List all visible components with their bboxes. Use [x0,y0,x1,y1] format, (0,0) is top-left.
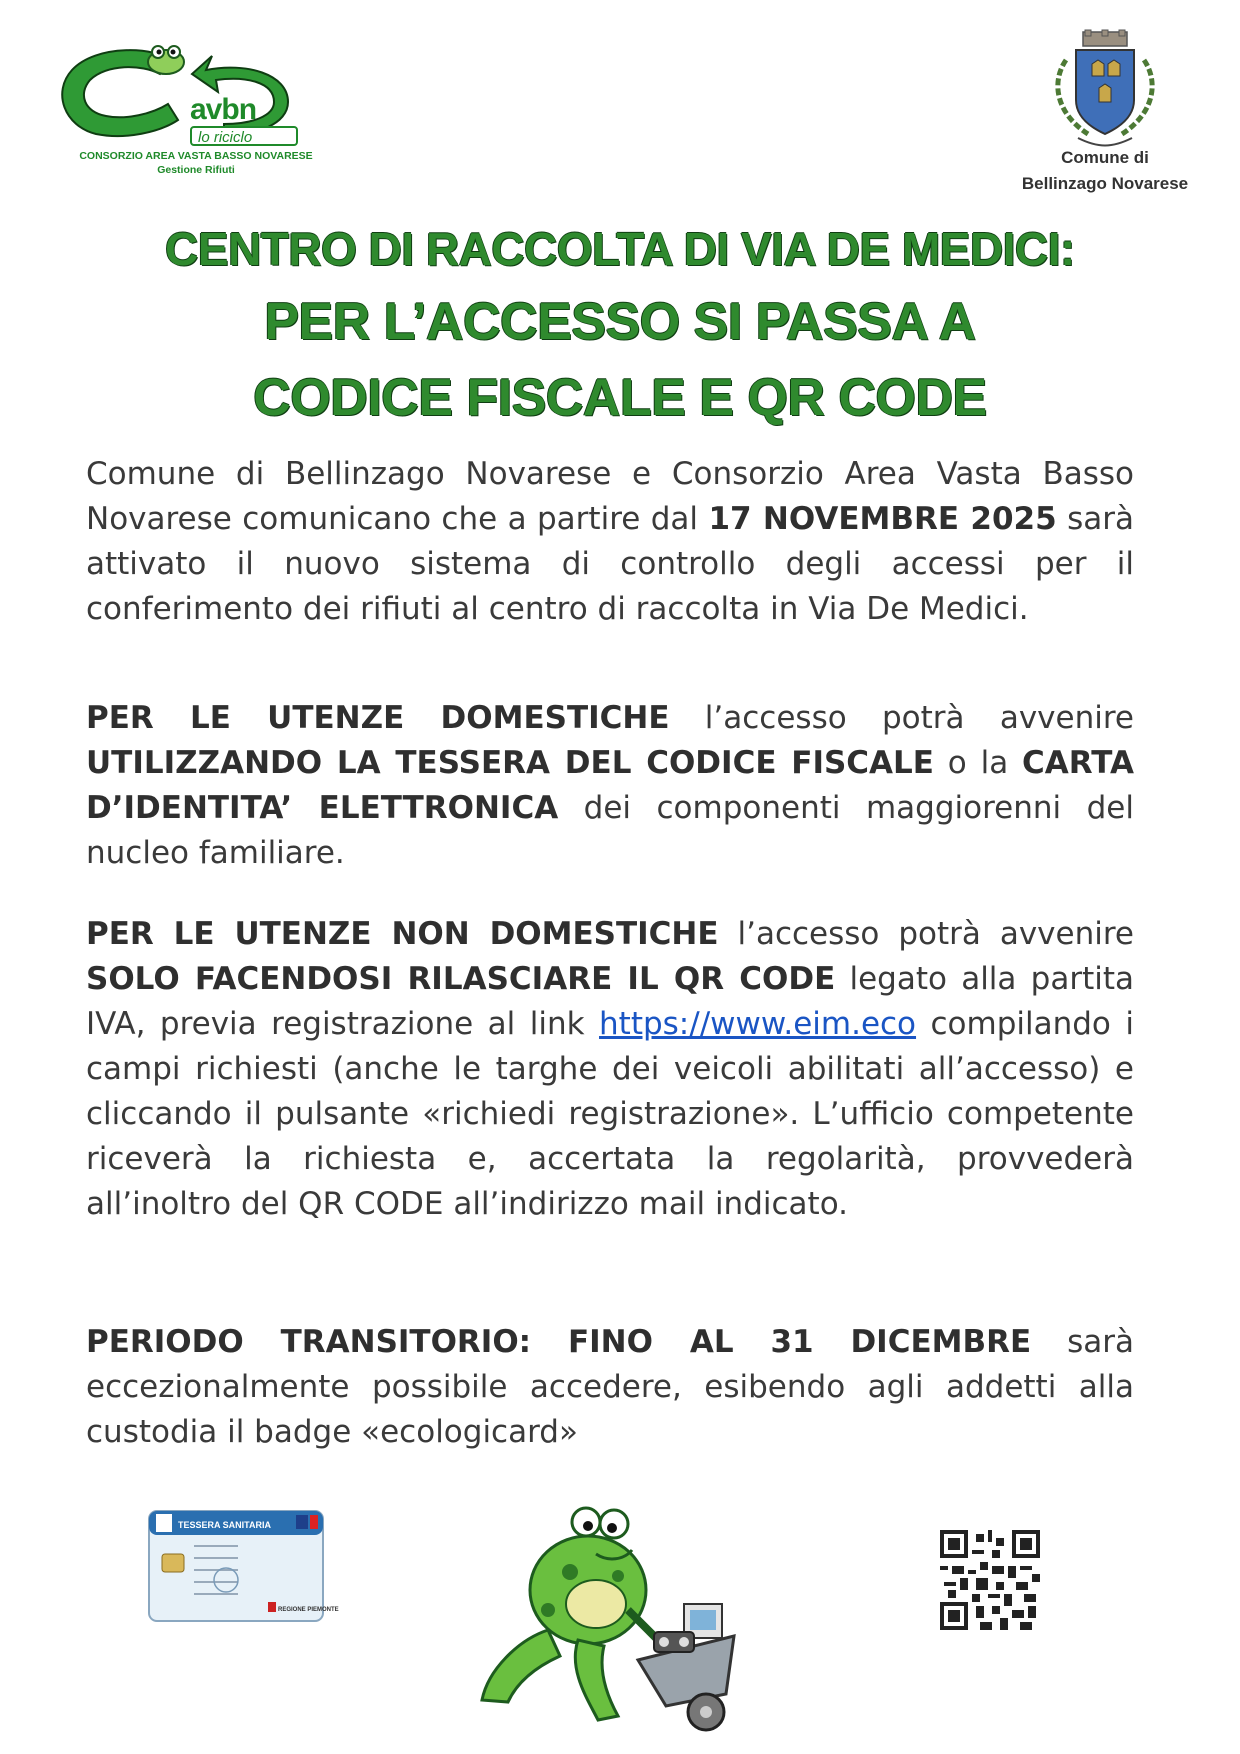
cavbn-brand-name: avbn [190,93,257,126]
comune-label-line2: Bellinzago Novarese [1021,174,1189,193]
frog-wheelbarrow-illustration [478,1480,758,1740]
domestic-bold-1: UTILIZZANDO LA TESSERA DEL CODICE FISCALE [86,745,934,781]
domestic-paragraph [86,696,1134,876]
non-domestic-text-3: compilando i campi richiesti (anche le targhe dei veicoli abilitati all’accesso) e cliccando il pulsante «richiedi registrazione». L’ufficio competente riceverà la richiesta e, accertata la regolarità, provvederà all’inoltro del QR CODE all’indirizzo mail indicato. [86,1006,1134,1222]
comune-logo [1000,30,1210,205]
domestic-lead: PER LE UTENZE DOMESTICHE [86,700,670,736]
domestic-text-3: dei componenti maggiorenni del nucleo familiare. [86,790,1134,871]
title-line-1: CENTRO DI RACCOLTA DI VIA DE MEDICI: [165,223,1075,275]
intro-paragraph [86,452,1134,632]
transitional-text: sarà eccezionalmente possibile accedere, esibendo agli addetti alla custodia il badge «ecologicard» [86,1324,1134,1450]
domestic-bold-2: CARTA D’IDENTITA’ ELETTRONICA [86,745,1134,826]
non-domestic-bold-1: SOLO FACENDOSI RILASCIARE IL QR CODE [86,961,836,997]
health-card-image [148,1510,339,1622]
comune-label-line1: Comune di [1061,148,1149,167]
non-domestic-lead: PER LE UTENZE NON DOMESTICHE [86,916,719,952]
non-domestic-text-1: l’accesso potrà avvenire [718,916,1134,952]
non-domestic-text-2: legato alla partita IVA, previa registrazione al link [86,961,1134,1042]
intro-text-before: Comune di Bellinzago Novarese e Consorzio Area Vasta Basso Novarese comunicano che a partire dal [86,456,1134,537]
card-region-text: REGIONE PIEMONTE [278,1607,339,1613]
title-line-2: PER L’ACCESSO SI PASSA A [264,293,976,351]
domestic-text-1: l’accesso potrà avvenire [669,700,1134,736]
domestic-text-2: o la [933,745,1023,781]
cavbn-subtitle: Gestione Rifiuti [157,164,235,176]
coat-of-arms-icon [1048,30,1162,148]
non-domestic-paragraph [86,912,1134,1227]
cavbn-tagline: lo riciclo [190,126,298,146]
title-line-3: CODICE FISCALE E QR CODE [253,369,987,427]
start-date: 17 NOVEMBRE 2025 [708,501,1057,537]
cavbn-logo [56,40,336,180]
registration-link[interactable]: https://www.eim.eco [599,1006,917,1042]
intro-text-after: sarà attivato il nuovo sistema di controllo degli accessi per il conferimento dei rifiuti al centro di raccolta in Via De Medici. [86,501,1134,627]
qr-code-image [940,1530,1040,1630]
cavbn-consortium-name: CONSORZIO AREA VASTA BASSO NOVARESE [79,150,313,162]
card-header-text: TESSERA SANITARIA [178,1520,272,1530]
transitional-lead: PERIODO TRANSITORIO: FINO AL 31 DICEMBRE [86,1324,1032,1360]
cavbn-mark-icon [56,40,296,140]
transitional-paragraph [86,1320,1134,1455]
